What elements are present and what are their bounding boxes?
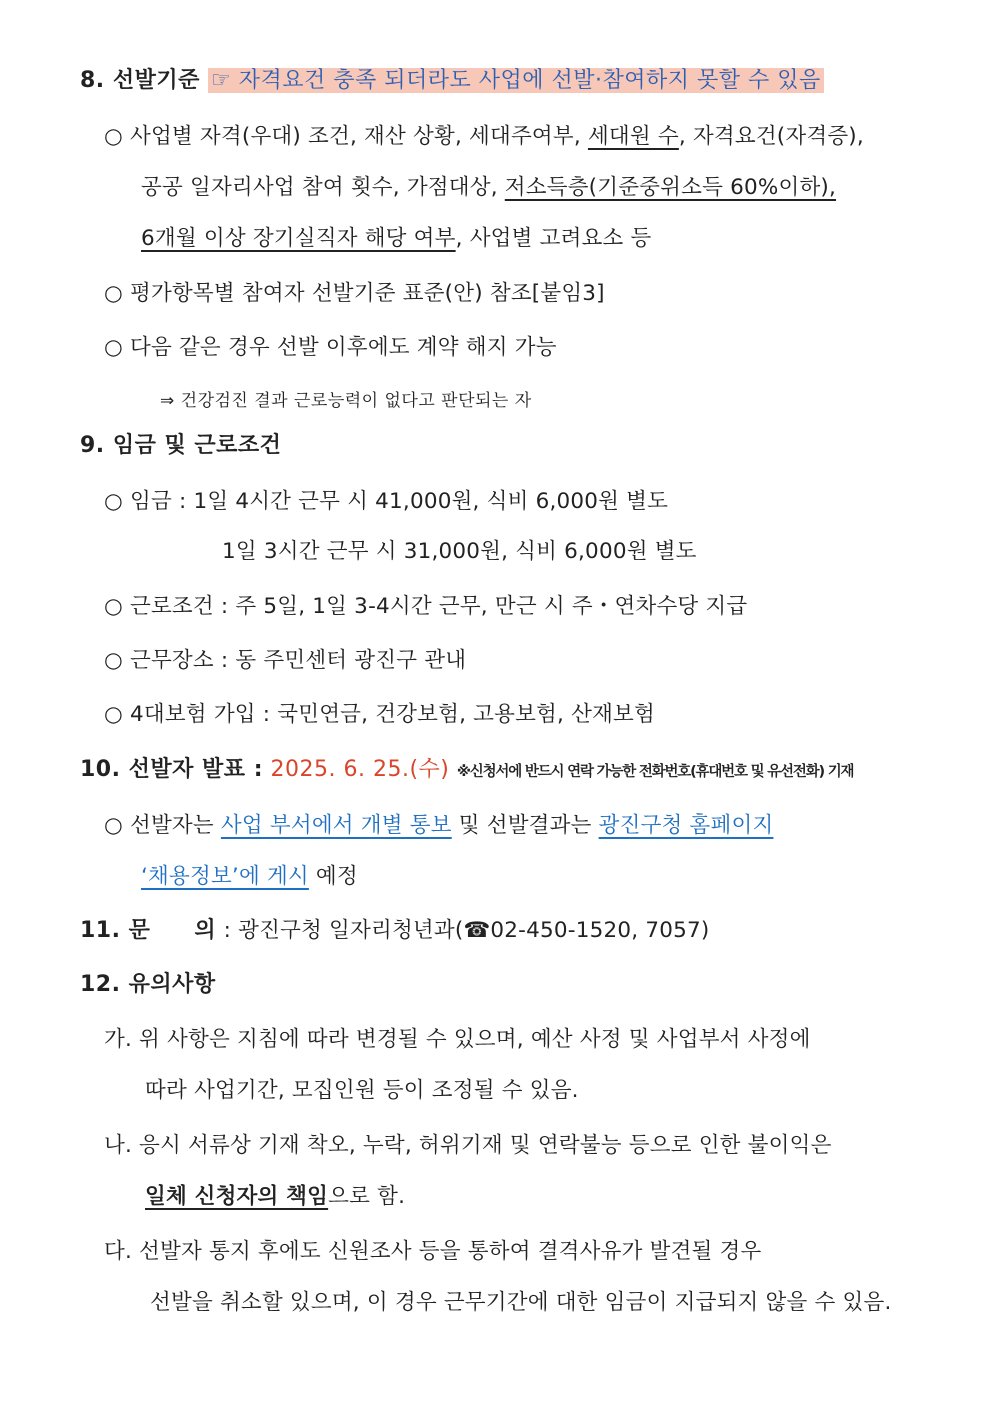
contact-info: : 광진구청 일자리청년과(☎02-450-1520, 7057) bbox=[223, 918, 710, 943]
underlined-text: ‘채용정보’에 게시 bbox=[141, 864, 309, 889]
underlined-text: 저소득층(기준중위소득 60%이하), bbox=[504, 175, 837, 200]
s12-ga-line-2: 따라 사업기간, 모집인원 등이 조정될 수 있음. bbox=[145, 1078, 579, 1103]
text: 으로 함. bbox=[328, 1184, 406, 1209]
section-12-title: 12. 유의사항 bbox=[80, 972, 216, 997]
s12-ga-line-1: 가. 위 사항은 지침에 따라 변경될 수 있으며, 예산 사정 및 사업부서 사정에 bbox=[104, 1027, 811, 1052]
s12-da-line-1: 다. 선발자 통지 후에도 신원조사 등을 통하여 결격사유가 발견될 경우 bbox=[104, 1239, 762, 1264]
section-10-title: 10. 선발자 발표 : bbox=[80, 757, 264, 782]
underlined-text: 세대원 수 bbox=[587, 124, 679, 149]
text: 및 선발결과는 bbox=[451, 813, 599, 838]
s12-na-line-2 bbox=[145, 1182, 405, 1212]
s10-bullet-line-1 bbox=[104, 811, 773, 841]
text: , 자격요건(자격증), bbox=[678, 124, 864, 149]
section-9-title: 9. 임금 및 근로조건 bbox=[80, 433, 282, 458]
phone-note: ※신청서에 반드시 연락 가능한 전화번호(휴대번호 및 유선전화) 기재 bbox=[456, 764, 854, 780]
section-8-heading bbox=[80, 66, 824, 96]
s9-work-conditions: ○ 근로조건 : 주 5일, 1일 3-4시간 근무, 만근 시 주・연차수당 지급 bbox=[104, 594, 748, 619]
s8-bullet-3: ○ 다음 같은 경우 선발 이후에도 계약 해지 가능 bbox=[104, 335, 557, 360]
s8-bullet-2: ○ 평가항목별 참여자 선발기준 표준(안) 참조[붙임3] bbox=[104, 281, 605, 306]
s10-bullet-line-2 bbox=[141, 862, 358, 892]
s9-work-place: ○ 근무장소 : 동 주민센터 광진구 관내 bbox=[104, 648, 467, 673]
s12-na-line-1: 나. 응시 서류상 기재 착오, 누락, 허위기재 및 연락불능 등으로 인한 불이익은 bbox=[104, 1133, 832, 1158]
section-8-title: 8. 선발기준 bbox=[80, 68, 200, 93]
text: ○ 사업별 자격(우대) 조건, 재산 상황, 세대주여부, bbox=[104, 124, 588, 149]
s8-bullet-1-line-2 bbox=[141, 173, 836, 203]
section-11-line bbox=[80, 916, 709, 946]
announcement-date: 2025. 6. 25.(수) bbox=[270, 757, 450, 782]
s8-bullet-3-sub: ⇒ 건강검진 결과 근로능력이 없다고 판단되는 자 bbox=[160, 391, 532, 411]
section-11-title: 11. 문 bbox=[80, 918, 151, 943]
homepage-text: 광진구청 홈페이지 bbox=[598, 813, 774, 838]
s9-insurance: ○ 4대보험 가입 : 국민연금, 건강보험, 고용보험, 산재보험 bbox=[104, 702, 655, 727]
underlined-text: 사업 부서에서 개별 통보 bbox=[220, 813, 452, 838]
text: , 사업별 고려요소 등 bbox=[455, 226, 652, 251]
section-8-highlight-note: ☞ 자격요건 충족 되더라도 사업에 선발·참여하지 못할 수 있음 bbox=[208, 68, 824, 93]
text: 예정 bbox=[308, 864, 358, 889]
s12-da-line-2: 선발을 취소할 있으며, 이 경우 근무기간에 대한 임금이 지급되지 않을 수 있음. bbox=[150, 1290, 892, 1315]
section-10-heading bbox=[80, 755, 853, 787]
s9-wage-line-1: ○ 임금 : 1일 4시간 근무 시 41,000원, 식비 6,000원 별도 bbox=[104, 489, 669, 514]
s8-bullet-1-line-3 bbox=[141, 224, 652, 254]
s9-wage-line-2: 1일 3시간 근무 시 31,000원, 식비 6,000원 별도 bbox=[222, 539, 697, 564]
text: ○ 선발자는 bbox=[104, 813, 221, 838]
s8-bullet-1-line-1 bbox=[104, 122, 864, 152]
underlined-bold-text: 일체 신청자의 책임 bbox=[145, 1184, 329, 1209]
text: 공공 일자리사업 참여 횟수, 가점대상, bbox=[141, 175, 505, 200]
section-11-title-end: 의 bbox=[194, 918, 217, 943]
underlined-text: 6개월 이상 장기실직자 해당 여부 bbox=[141, 226, 456, 251]
